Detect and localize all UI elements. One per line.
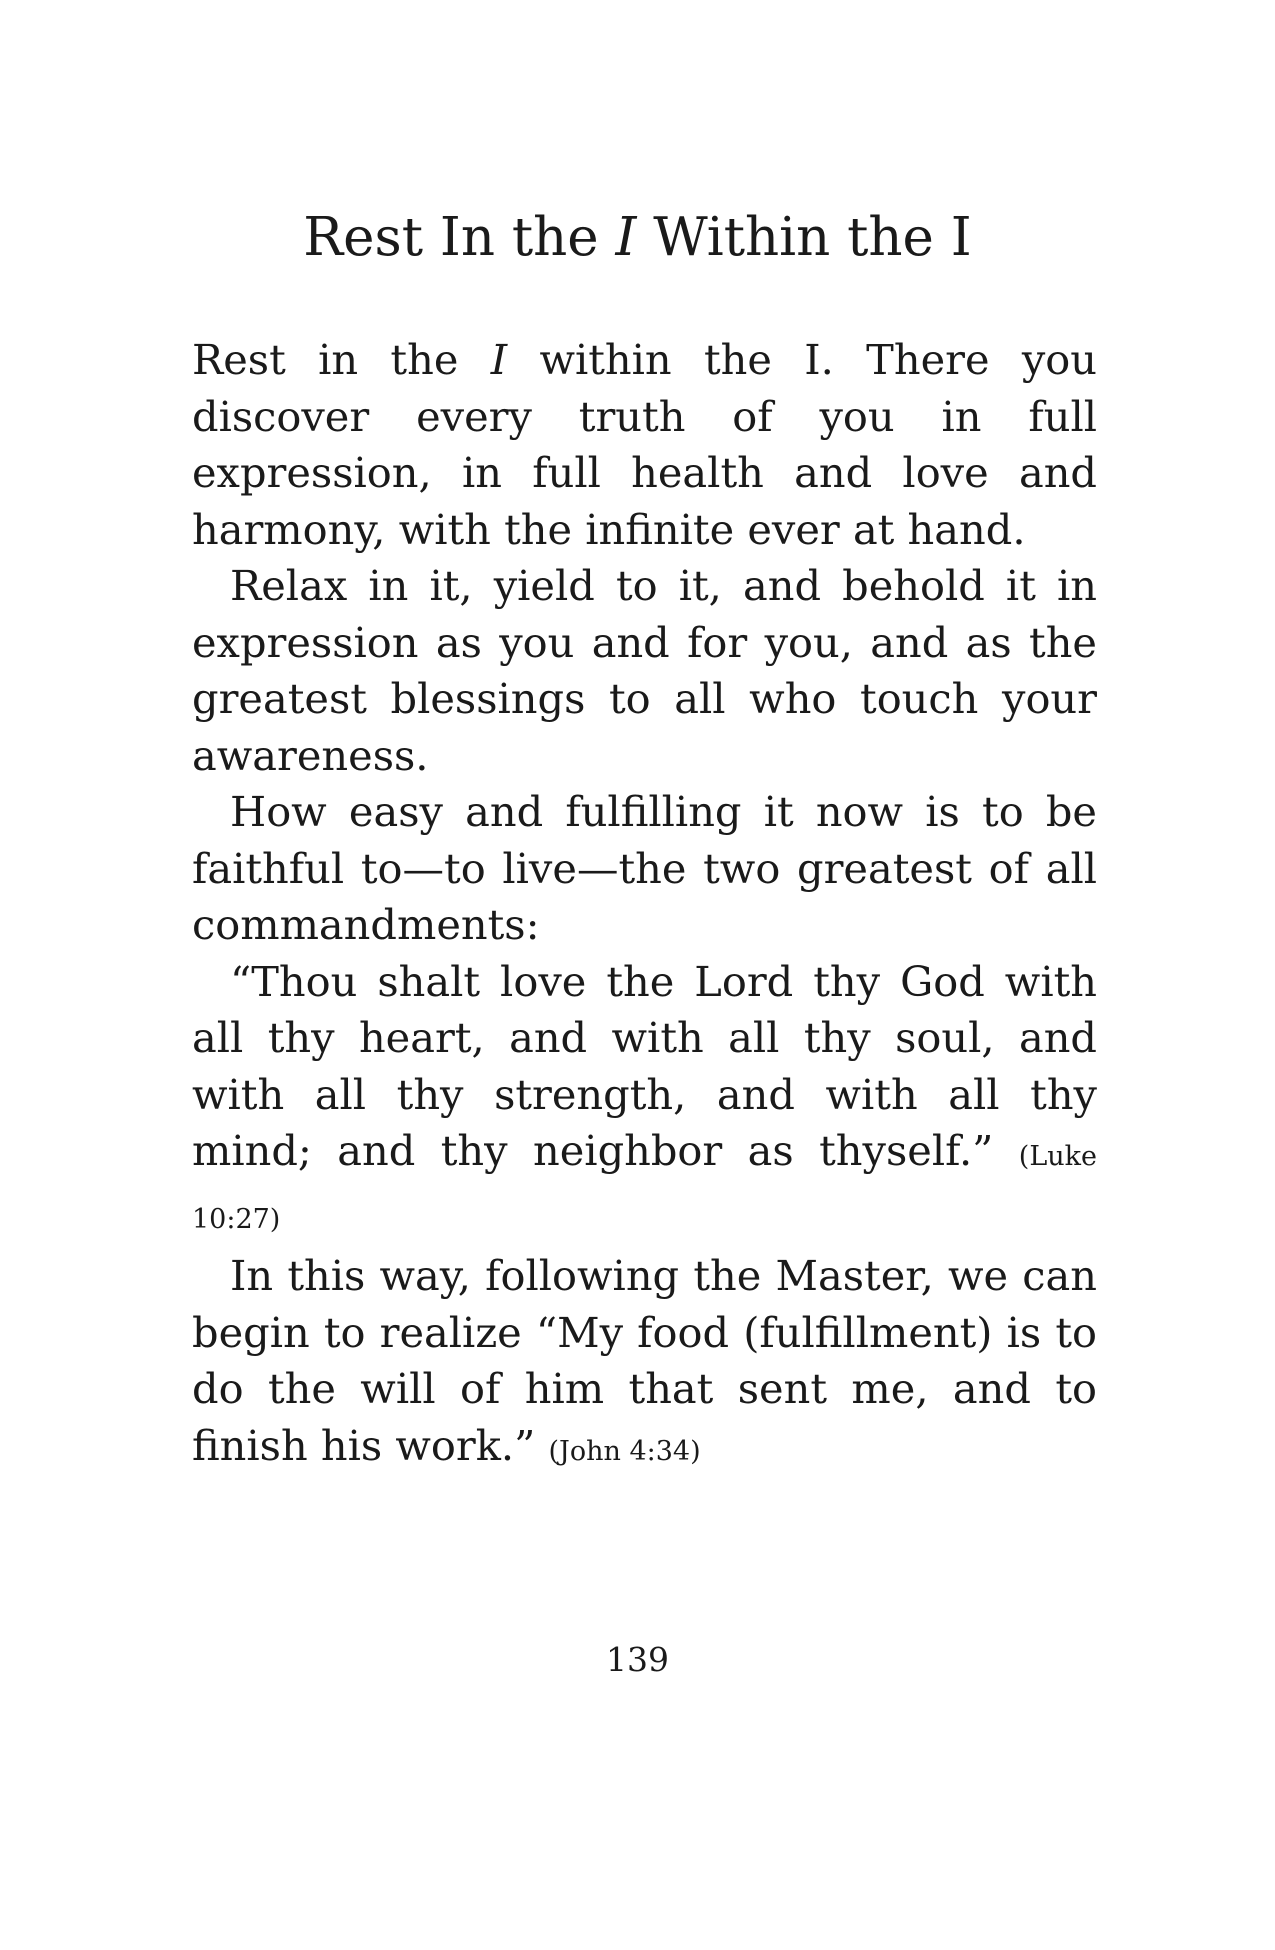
paragraph-1-italic-i: I xyxy=(490,335,508,384)
quotation-luke: “Thou shalt love the Lord thy God with all thy heart, and with all thy soul, and with all thy strength, and with all thy mind; and thy neighbor as thyself.” xyxy=(192,956,1097,1175)
title-italic-i: I xyxy=(615,207,637,268)
scripture-reference-luke: (Luke 10:27) xyxy=(192,1141,1097,1235)
paragraph-4 xyxy=(192,954,1097,1249)
quotation-john: In this way, following the Master, we can begin to realize “My food (fulfillment) is to do the will of him that sent me, and to finish his work.” xyxy=(192,1251,1097,1470)
paragraph-1-rest: within the I. There you discover every truth of you in full expression, in full health and love and harmony, with the infinite ever at hand. xyxy=(192,335,1098,554)
paragraph-3: How easy and fulfilling it now is to be faithful to—to live—the two greatest of all commandments: xyxy=(192,787,1097,949)
title-text-start: Rest In the xyxy=(303,207,616,268)
page-title xyxy=(0,206,1275,270)
page-number: 139 xyxy=(606,1640,669,1679)
paragraph-2: Relax in it, yield to it, and behold it in expression as you and for you, and as the greatest blessings to all who touch your awareness. xyxy=(192,561,1097,780)
scripture-reference-john: (John 4:34) xyxy=(548,1435,701,1467)
title-text-end: Within the I xyxy=(636,207,972,268)
paragraph-1-start: Rest in the xyxy=(192,335,491,384)
body-text xyxy=(192,332,1097,1480)
paragraph-1 xyxy=(192,332,1097,558)
paragraph-5 xyxy=(192,1248,1097,1480)
